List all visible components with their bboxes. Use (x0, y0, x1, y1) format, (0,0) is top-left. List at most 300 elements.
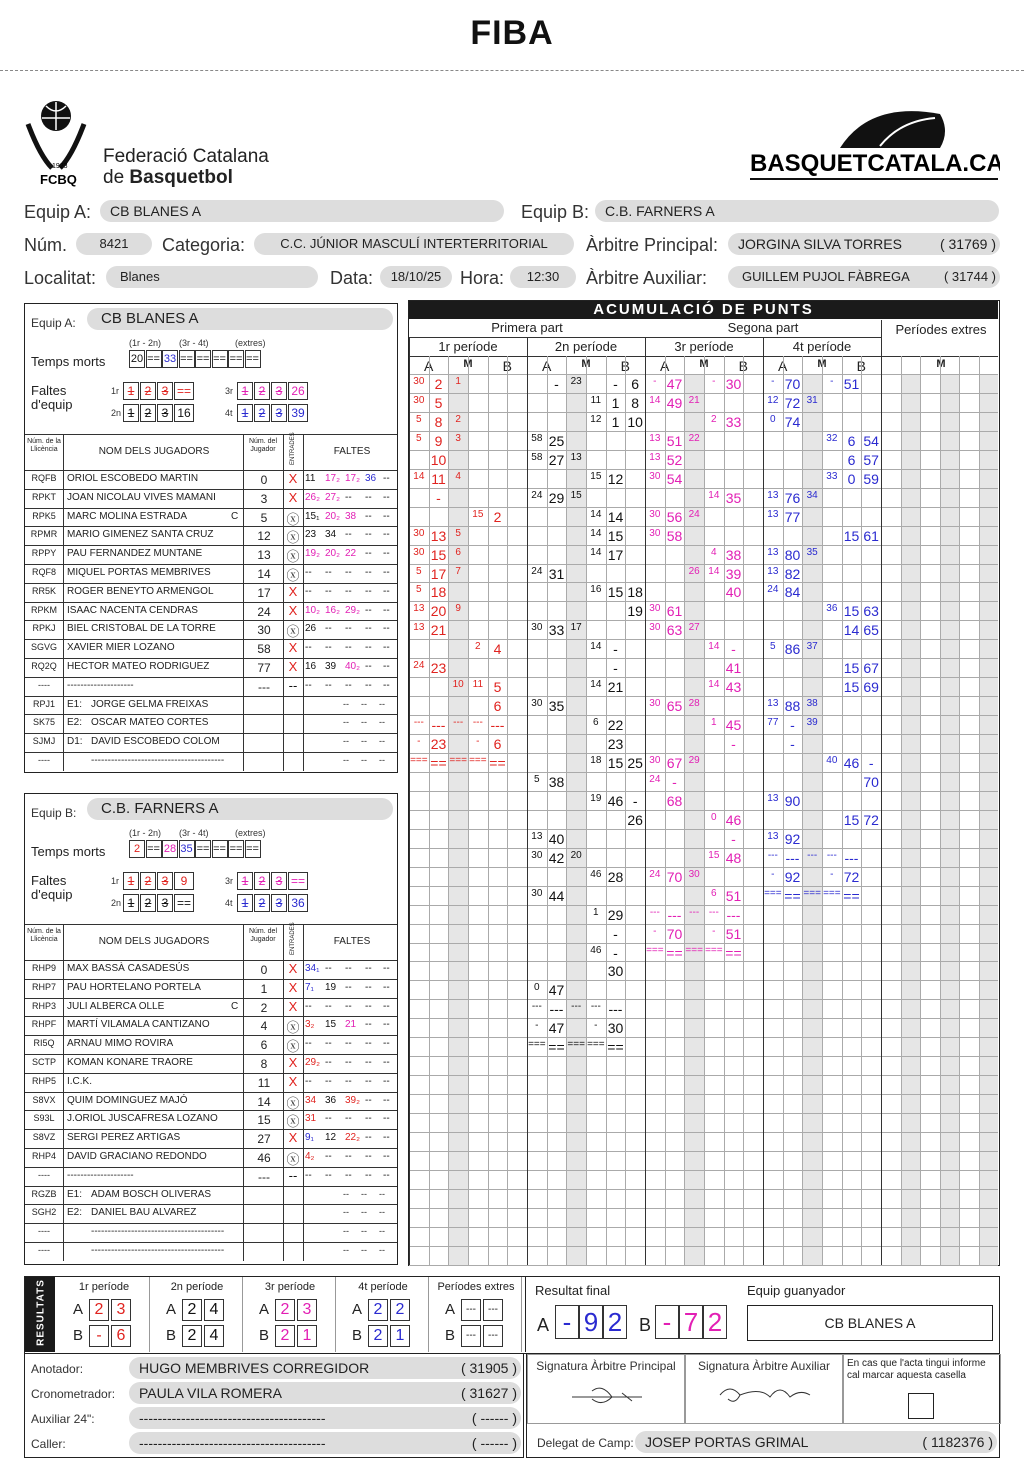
foul-cell: -- (345, 679, 352, 691)
foul-cell: -- (345, 1169, 352, 1181)
equip-a-field[interactable]: CB BLANES A (100, 200, 504, 222)
player-row[interactable] (25, 1035, 397, 1054)
player-name: MAX BASSÀ CASADESÚS (67, 963, 190, 974)
foul-box[interactable]: 36 (288, 894, 308, 912)
result-digit-box[interactable]: 2 (89, 1299, 109, 1321)
staff-name: ---------------------------------------- (91, 755, 225, 766)
timeout-box[interactable]: == (245, 350, 261, 368)
result-digit-box[interactable]: 1 (297, 1325, 317, 1347)
player-name: J.ORIOL JUSCAFRESA LOZANO (67, 1113, 218, 1125)
column-label-m: M (936, 358, 946, 370)
timeout-box[interactable]: == (245, 840, 261, 858)
timeout-box[interactable]: == (212, 350, 228, 368)
timeout-box[interactable]: 35 (179, 840, 195, 858)
result-digit-box[interactable]: 2 (368, 1325, 388, 1347)
staff-name: ---------------------------------------- (91, 1245, 225, 1256)
player-row[interactable] (25, 583, 397, 602)
column-label-m: M (463, 358, 473, 370)
player-row[interactable] (25, 1167, 397, 1186)
score-cell: - (613, 376, 618, 392)
score-cell: 52 (666, 451, 683, 468)
player-name: I.C.K. (67, 1075, 93, 1087)
signature-principal-box[interactable] (527, 1354, 685, 1424)
score-cell: 18 (430, 584, 447, 601)
score-cell: 46 (590, 944, 602, 956)
caller-field[interactable] (129, 1432, 521, 1454)
staff-name: OSCAR MATEO CORTES (91, 717, 209, 729)
foul-cell: 12 (325, 1132, 337, 1144)
foul-cell: -- (383, 1151, 390, 1162)
foul-box-crossed[interactable]: 2 (140, 894, 156, 912)
foul-cell: -- (325, 1057, 332, 1068)
score-cell: == (784, 887, 801, 904)
score-cell: === (705, 944, 723, 956)
player-row[interactable] (25, 620, 397, 639)
foul-box[interactable]: == (174, 382, 194, 400)
entry-mark: ⓧ (286, 1020, 300, 1036)
license-cell: ---- (38, 679, 50, 690)
result-digit-box[interactable]: 2 (182, 1325, 202, 1347)
score-cell: 32 (826, 432, 838, 444)
score-cell: 15 (843, 811, 860, 828)
score-cell: 13 (649, 432, 661, 444)
staff-row[interactable] (25, 1242, 397, 1261)
result-digit-box[interactable]: 3 (111, 1299, 131, 1321)
foul-cell: -- (365, 1151, 372, 1162)
foul-cell: 4₂ (305, 1151, 315, 1162)
score-cell: 27 (688, 622, 700, 634)
foul-cell: -- (305, 642, 312, 654)
timeout-box[interactable]: == (228, 350, 244, 368)
foul-box-crossed[interactable]: 3 (271, 382, 287, 400)
entry-mark: ⓧ (286, 511, 300, 527)
license-cell: SK75 (32, 717, 56, 728)
timeout-box[interactable]: == (146, 350, 162, 368)
foul-cell: 36 (325, 1094, 337, 1106)
result-a-label: A (445, 1301, 456, 1318)
grid-col-line (842, 356, 843, 1265)
foul-quarter-label: 4t (225, 408, 233, 418)
grid-col-line (901, 356, 902, 1265)
player-row[interactable] (25, 602, 397, 621)
foul-box-crossed[interactable]: 2 (254, 382, 270, 400)
result-digit-box[interactable]: 4 (204, 1325, 224, 1347)
player-row[interactable] (25, 998, 397, 1017)
result-digit-box[interactable]: --- (483, 1299, 503, 1321)
arbitre-auxiliar-license: ( 31744 ) (943, 269, 996, 284)
score-cell: 13 (767, 489, 779, 501)
staff-foul-cell: -- (361, 736, 367, 747)
foul-cell: -- (383, 567, 390, 578)
foul-cell: -- (383, 604, 390, 616)
staff-role: E2: (67, 1207, 83, 1219)
player-number: 0 (260, 963, 268, 977)
foul-cell: -- (365, 1038, 372, 1050)
entry-mark: X (288, 1055, 298, 1070)
player-row[interactable] (25, 1148, 397, 1167)
arbitre-auxiliar-field[interactable] (728, 266, 1000, 288)
arbitre-principal-name: JORGINA SILVA TORRES (738, 236, 902, 252)
staff-role: E1: (67, 1188, 83, 1200)
crono-field[interactable] (129, 1382, 521, 1404)
score-cell: 14 (708, 565, 720, 577)
score-cell: 47 (666, 376, 683, 392)
foul-box-crossed[interactable]: 1 (237, 894, 253, 912)
score-cell: 21 (607, 679, 624, 696)
score-cell: 30 (649, 470, 661, 482)
foul-cell: -- (365, 1113, 372, 1125)
result-divider (335, 1277, 336, 1352)
score-cell: 24 (531, 565, 543, 577)
license-cell: RQFB (31, 473, 57, 483)
foul-cell: -- (325, 585, 332, 597)
logo-year: 1923 (52, 163, 68, 170)
staff-row[interactable] (25, 1186, 397, 1205)
final-digit-box[interactable]: - (655, 1305, 679, 1339)
staff-foul-cell: -- (343, 1226, 349, 1237)
foul-box-crossed[interactable]: 1 (237, 872, 253, 890)
timeout-box[interactable]: 28 (162, 840, 178, 858)
score-cell: 15 (843, 679, 860, 696)
score-cell: --- (807, 849, 818, 861)
foul-cell: -- (325, 1038, 332, 1050)
license-cell: ---- (38, 1169, 50, 1180)
score-cell: 45 (725, 717, 742, 734)
timeout-box[interactable]: 33 (162, 350, 178, 368)
score-cell: 6 (593, 717, 599, 729)
num-field[interactable]: 8421 (76, 233, 152, 255)
result-digit-box[interactable]: 2 (390, 1299, 410, 1321)
foul-cell: 22₂ (345, 1132, 361, 1144)
equip-b-field[interactable]: C.B. FARNERS A (595, 200, 999, 222)
foul-cell: -- (365, 1000, 372, 1012)
result-digit-box[interactable]: 4 (204, 1299, 224, 1321)
license-cell: S8VX (32, 1094, 56, 1105)
timeout-box[interactable]: == (179, 350, 195, 368)
score-cell: 30 (649, 508, 661, 520)
foul-box[interactable]: 9 (174, 872, 194, 890)
score-cell: == (666, 944, 683, 961)
result-digit-box[interactable]: 2 (368, 1299, 388, 1321)
foul-cell: -- (383, 1057, 390, 1068)
score-cell: 30 (688, 868, 700, 880)
player-number: 13 (257, 548, 271, 563)
column-label-a: A (423, 358, 434, 374)
score-cell: 9 (455, 603, 461, 615)
foul-cell: -- (345, 1151, 352, 1162)
score-cell: 13 (430, 527, 447, 544)
license-cell: RQF8 (31, 567, 56, 577)
foul-box[interactable]: 39 (288, 404, 308, 422)
score-cell: === (528, 1039, 546, 1051)
player-name: SERGI PEREZ ARTIGAS (67, 1132, 181, 1144)
license-cell: RPKJ (32, 623, 56, 634)
score-cell: 46 (725, 811, 742, 828)
result-digit-box[interactable]: 2 (275, 1325, 295, 1347)
column-label-a: A (659, 358, 670, 374)
staff-row[interactable] (25, 733, 397, 752)
foul-box[interactable]: 26 (288, 382, 308, 400)
result-period-label: 1r període (78, 1281, 130, 1293)
license-cell: S8VZ (32, 1132, 56, 1143)
player-row[interactable] (25, 658, 397, 677)
license-cell: RPKT (31, 491, 56, 502)
foul-cell: -- (365, 604, 372, 616)
col-name-header: NOM DELS JUGADORS (98, 936, 210, 947)
arbitre-auxiliar-name: GUILLEM PUJOL FÀBREGA (742, 269, 910, 284)
foul-cell: -- (345, 1113, 352, 1125)
player-row[interactable] (25, 1073, 397, 1092)
score-cell: 72 (863, 811, 879, 828)
foul-cell: -- (365, 1169, 372, 1181)
hora-field[interactable]: 12:30 (510, 266, 576, 288)
score-cell: - (771, 868, 775, 880)
score-cell: 35 (725, 489, 742, 506)
score-cell: 30 (649, 698, 661, 710)
foul-box[interactable]: 16 (174, 404, 194, 422)
player-row[interactable] (25, 470, 397, 489)
foul-box-crossed[interactable]: 3 (157, 382, 173, 400)
foul-box-crossed[interactable]: 1 (237, 404, 253, 422)
staff-name: JORGE GELMA FREIXAS (91, 698, 209, 710)
license-cell: SJMJ (32, 736, 56, 747)
score-cell: 51 (666, 432, 683, 449)
player-row[interactable] (25, 1110, 397, 1129)
captain-mark: C (231, 1000, 239, 1012)
arbitre-principal-field[interactable] (728, 233, 1000, 255)
timeout-box[interactable]: 20 (129, 350, 145, 368)
score-cell: 80 (784, 546, 801, 563)
timeout-box[interactable]: == (195, 840, 211, 858)
timeout-box[interactable]: == (228, 840, 244, 858)
player-row[interactable] (25, 1092, 397, 1111)
column-label-b: B (856, 358, 866, 374)
data-field[interactable]: 18/10/25 (380, 266, 452, 288)
player-row[interactable] (25, 1016, 397, 1035)
categoria-field[interactable]: C.C. JÚNIOR MASCULÍ INTERTERRITORIAL (254, 233, 574, 255)
score-cell: 24 (531, 489, 543, 501)
player-number: 8 (260, 1057, 268, 1071)
score-cell: 0 (711, 811, 717, 823)
result-digit-box[interactable]: 2 (182, 1299, 202, 1321)
staff-row[interactable] (25, 714, 397, 733)
result-b-label: B (73, 1327, 84, 1344)
final-digit-box[interactable]: 2 (703, 1305, 727, 1339)
final-digit-box[interactable]: 9 (579, 1305, 603, 1339)
foul-box-crossed[interactable]: 1 (123, 404, 139, 422)
score-cell: 51 (725, 925, 742, 942)
winner-field[interactable]: CB BLANES A (747, 1305, 993, 1341)
result-digit-box[interactable]: 1 (390, 1325, 410, 1347)
score-cell: - (613, 925, 618, 942)
team-fouls-label: Faltes (31, 873, 67, 888)
license-cell: S93L (33, 1113, 55, 1124)
staff-row[interactable] (25, 696, 397, 715)
score-cell: 84 (784, 584, 801, 601)
localitat-field[interactable]: Blanes (106, 266, 318, 288)
foul-cell: -- (365, 1094, 372, 1106)
license-cell: RI5Q (33, 1038, 55, 1049)
result-digit-box[interactable]: 2 (275, 1299, 295, 1321)
score-cell: 11 (431, 470, 446, 487)
score-cell: 41 (725, 660, 742, 677)
foul-box-crossed[interactable]: 3 (271, 894, 287, 912)
result-a-label: A (259, 1301, 270, 1318)
grid-col-line (527, 337, 528, 1265)
player-name: MARC MOLINA ESTRADA (67, 510, 188, 522)
score-cell: - (535, 1020, 539, 1032)
anotador-field[interactable] (129, 1357, 521, 1379)
staff-foul-cell: -- (379, 736, 385, 747)
staff-foul-cell: -- (361, 717, 367, 728)
foul-cell: -- (383, 510, 390, 522)
foul-cell: -- (325, 679, 332, 691)
entry-mark: ⓧ (286, 1114, 300, 1130)
player-row[interactable] (25, 1129, 397, 1148)
foul-cell: 29₂ (305, 1057, 321, 1068)
delegat-field[interactable] (635, 1431, 997, 1453)
score-cell: --- (708, 906, 719, 918)
score-cell: 33 (826, 470, 838, 482)
foul-box-crossed[interactable]: 3 (271, 404, 287, 422)
player-number: 0 (260, 473, 268, 487)
score-cell: 13 (413, 603, 425, 615)
result-a-label: A (166, 1301, 177, 1318)
player-row[interactable] (25, 489, 397, 508)
foul-box-crossed[interactable]: 2 (254, 894, 270, 912)
staff-row[interactable] (25, 1223, 397, 1242)
signature-auxiliar-box[interactable] (685, 1354, 843, 1424)
foul-box-crossed[interactable]: 1 (123, 894, 139, 912)
score-cell: 37 (806, 641, 818, 653)
extras-label: (extres) (235, 338, 266, 348)
foul-cell: -- (345, 623, 352, 635)
score-cell: 7 (455, 565, 461, 577)
player-row[interactable] (25, 508, 397, 527)
score-cell: 14 (843, 622, 860, 639)
foul-box-crossed[interactable]: 3 (271, 872, 287, 890)
staff-row[interactable] (25, 1204, 397, 1223)
foul-box-crossed[interactable]: 2 (254, 872, 270, 890)
score-cell: 30 (607, 963, 624, 980)
score-cell: 30 (725, 376, 742, 392)
timeout-box[interactable]: == (195, 350, 211, 368)
foul-box-crossed[interactable]: 3 (157, 894, 173, 912)
foul-cell: -- (383, 1132, 390, 1144)
result-digit-box[interactable]: - (89, 1325, 109, 1347)
score-cell: 28 (688, 698, 700, 710)
federation-name (103, 146, 269, 188)
foul-box-crossed[interactable]: 2 (140, 872, 156, 890)
player-row[interactable] (25, 545, 397, 564)
foul-box-crossed[interactable]: 3 (157, 872, 173, 890)
column-label-b: B (620, 358, 630, 374)
score-cell: 13 (649, 451, 661, 463)
foul-cell: -- (305, 585, 312, 597)
result-period-label: 2n període (170, 1281, 224, 1293)
column-label-b: B (502, 358, 512, 374)
team-name-field[interactable]: C.B. FARNERS A (87, 798, 393, 820)
foul-cell: -- (365, 510, 372, 522)
foul-box-crossed[interactable]: 1 (123, 872, 139, 890)
foul-cell: -- (325, 1000, 332, 1012)
foul-cell: -- (383, 1000, 390, 1012)
result-digit-box[interactable]: --- (483, 1325, 503, 1347)
timeout-box[interactable]: == (146, 840, 162, 858)
result-digit-box[interactable]: --- (461, 1325, 481, 1347)
staff-role: D1: (67, 736, 83, 748)
column-label-b: B (738, 358, 748, 374)
player-row[interactable] (25, 564, 397, 583)
foul-box-crossed[interactable]: 1 (237, 382, 253, 400)
score-cell: --- (667, 906, 682, 923)
team-label: Equip B: (31, 806, 77, 820)
foul-box-crossed[interactable]: 2 (140, 382, 156, 400)
player-row[interactable] (25, 639, 397, 658)
final-digit-box[interactable]: - (555, 1305, 579, 1339)
player-row[interactable] (25, 526, 397, 545)
score-cell: 24 (649, 868, 661, 880)
result-digit-box[interactable]: 3 (297, 1299, 317, 1321)
foul-cell: -- (345, 981, 352, 993)
foul-cell: 34₁ (305, 963, 320, 974)
score-cell: --- (726, 906, 741, 923)
foul-box-crossed[interactable]: 3 (157, 404, 173, 422)
grid-col-line (743, 356, 744, 1265)
score-cell: 0 (847, 470, 856, 487)
timeout-box[interactable]: == (212, 840, 228, 858)
player-row[interactable] (25, 960, 397, 979)
player-row[interactable] (25, 979, 397, 998)
staff-row[interactable] (25, 752, 397, 771)
score-cell: 10 (452, 679, 464, 691)
staff-foul-cell: -- (361, 1188, 367, 1199)
result-digit-box[interactable]: --- (461, 1299, 481, 1321)
result-digit-box[interactable]: 6 (111, 1325, 131, 1347)
score-cell: 18 (590, 755, 602, 766)
staff-foul-cell: -- (361, 1226, 367, 1237)
timeout-box[interactable]: 2 (129, 840, 145, 858)
foul-box-crossed[interactable]: 1 (123, 382, 139, 400)
entry-mark: -- (288, 677, 298, 693)
foul-box[interactable]: == (288, 872, 308, 890)
score-cell: 48 (725, 849, 742, 866)
player-row[interactable] (25, 1054, 397, 1073)
result-b-label: B (352, 1327, 363, 1344)
final-digit-box[interactable]: 2 (603, 1305, 627, 1339)
team-name-field[interactable]: CB BLANES A (87, 308, 393, 330)
aux24-field[interactable] (129, 1407, 521, 1429)
foul-box-crossed[interactable]: 2 (254, 404, 270, 422)
acta-report-checkbox[interactable] (908, 1393, 934, 1419)
score-cell: 30 (531, 887, 543, 899)
foul-cell: -- (383, 473, 390, 484)
score-cell: 63 (666, 622, 683, 639)
final-digit-box[interactable]: 7 (679, 1305, 703, 1339)
license-cell: RPMR (30, 529, 58, 540)
score-cell: 5 (416, 584, 422, 596)
score-cell: 54 (666, 470, 683, 487)
score-cell: 5 (416, 413, 422, 425)
score-cell: - (594, 1020, 598, 1032)
foul-cell: 7₁ (305, 981, 314, 993)
crono-license: ( 31627 ) (460, 1385, 517, 1401)
foul-box[interactable]: == (174, 894, 194, 912)
player-row[interactable] (25, 677, 397, 696)
delegat-label: Delegat de Camp: (537, 1436, 634, 1450)
score-cell: == (607, 1039, 624, 1056)
foul-box-crossed[interactable]: 2 (140, 404, 156, 422)
